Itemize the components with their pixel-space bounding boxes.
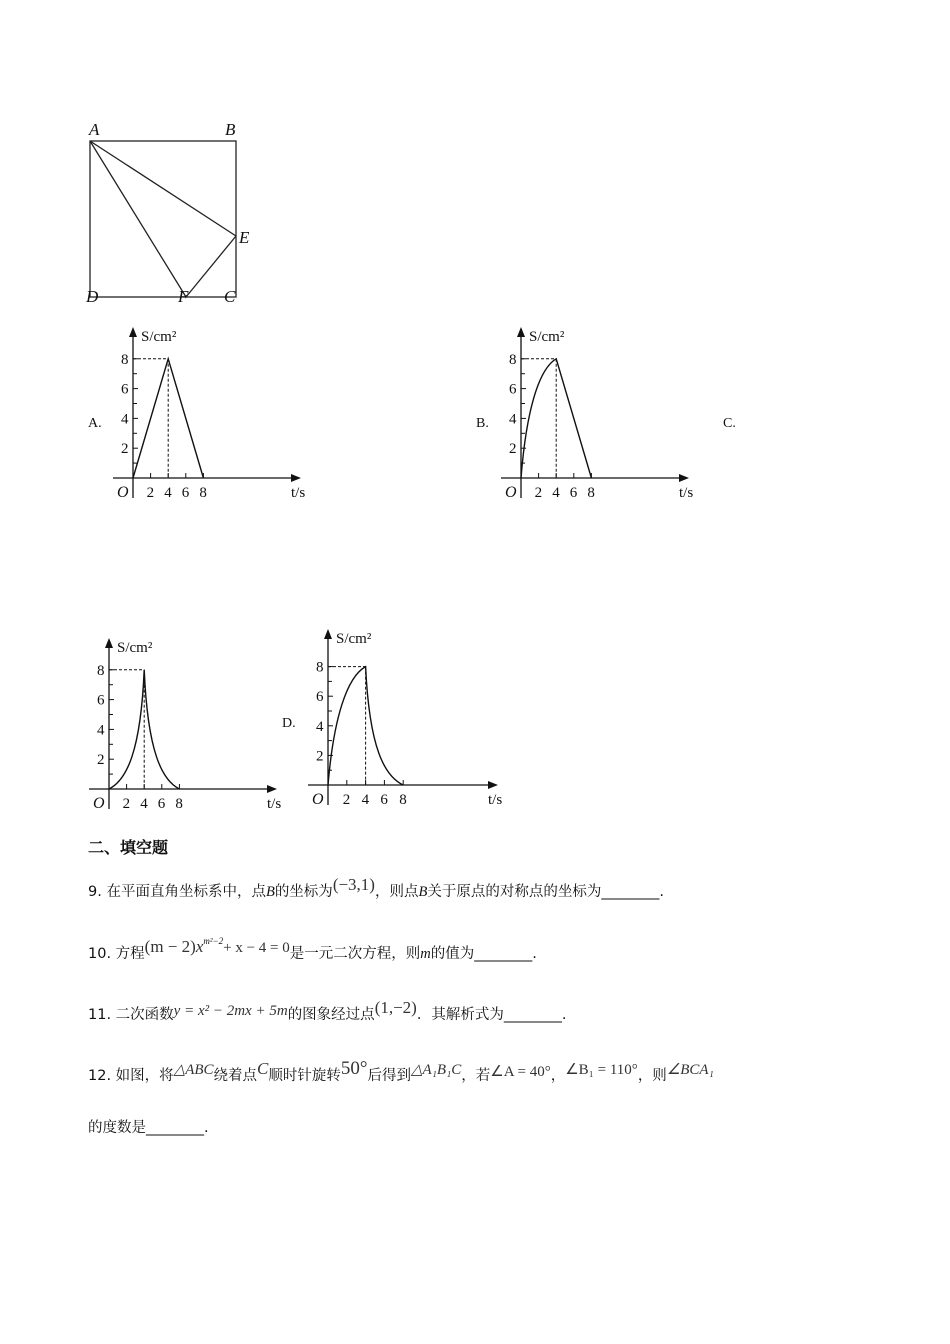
q11-number: 11. [88,1007,112,1023]
q12-text-4: 后得到 [367,1068,411,1084]
x-tick-label: 2 [122,796,131,812]
label-b: B [225,120,236,139]
q9-number: 9. [88,884,102,900]
question-12 [88,1058,714,1086]
q10-rest: + x − 4 = 0 [223,940,290,956]
x-tick-label: 6 [569,485,578,501]
x-axis-arrow [679,474,689,482]
label-a: A [89,120,100,139]
q10-text-3: 的值为________. [430,946,537,962]
y-tick-label: 6 [121,381,129,398]
y-tick-label: 4 [97,722,105,739]
segment-af [90,141,186,297]
q10-factor: (m − 2) [144,937,196,956]
q10-text-1: 方程 [115,946,145,962]
x-tick-label: 4 [552,485,560,501]
q12-text-6: ， [550,1068,566,1084]
q11-text-3: ．其解析式为________. [416,1007,567,1023]
x-tick-label: 8 [175,796,183,812]
q12-number: 12. [88,1068,112,1084]
y-tick-label: 6 [316,689,324,706]
label-f: F [178,287,189,306]
y-tick-label: 4 [121,411,129,428]
x-tick-label: 8 [199,485,207,501]
x-tick-label: 4 [164,485,172,501]
q11-text-2: 的图象经过点 [287,1007,375,1023]
option-c-label: C. [723,416,736,431]
q9-coordinate: (−3,1) [332,875,375,894]
origin-label: O [93,795,105,812]
y-axis-arrow [324,629,332,639]
label-d: D [86,287,99,306]
q11-text-1: 二次函数 [115,1007,174,1023]
x-axis-label: t/s [488,792,503,808]
y-axis-label: S/cm² [117,640,153,656]
q12-text-3: 顺时针旋转 [268,1068,341,1084]
q12-text-2: 绕着点 [213,1068,258,1084]
question-9 [88,875,664,901]
y-axis-arrow [105,638,113,648]
question-10 [88,936,537,963]
x-axis-arrow [267,785,277,793]
y-tick-label: 2 [509,441,517,458]
x-axis-label: t/s [679,485,694,501]
y-tick-label: 2 [316,748,324,765]
option-b-label: B. [476,416,489,431]
x-tick-label: 8 [587,485,595,501]
y-tick-label: 4 [509,411,517,428]
x-tick-label: 4 [140,796,148,812]
question-12-continued [88,1116,209,1137]
x-axis-label: t/s [267,796,282,812]
origin-label: O [117,484,129,501]
q12-angle-bca1: ∠BCA₁ [666,1062,714,1078]
segment-ae [90,141,236,236]
graph-option-c [81,634,286,819]
q9-text-2: 的坐标为 [274,884,333,900]
label-c: C [224,287,236,306]
q12-angle-a: ∠A = 40° [490,1064,551,1080]
q11-function: y = x² − 2mx + 5m [173,1003,288,1019]
q9-text-1: 在平面直角坐标系中，点 [106,884,266,900]
q12-text-7: ，则 [637,1068,667,1084]
y-tick-label: 2 [121,441,129,458]
origin-label: O [312,791,324,808]
x-tick-label: 8 [399,792,407,808]
x-tick-label: 2 [342,792,351,808]
q10-number: 10. [88,946,112,962]
y-axis-arrow [129,327,137,337]
y-tick-label: 8 [316,659,324,676]
y-axis-label: S/cm² [141,329,177,345]
x-axis-label: t/s [291,485,306,501]
x-tick-label: 6 [380,792,388,808]
y-tick-label: 6 [509,381,517,398]
y-tick-label: 8 [97,662,105,679]
x-tick-label: 6 [157,796,166,812]
q12-text-1: 如图，将 [115,1068,174,1084]
graph-option-a [105,323,310,508]
y-axis-label: S/cm² [336,631,372,647]
y-tick-label: 8 [121,351,129,368]
question-11 [88,998,567,1024]
q12-text-5: ，若 [461,1068,491,1084]
origin-label: O [505,484,517,501]
x-axis-arrow [488,781,498,789]
q9-point-b-2: B [418,884,428,900]
y-axis-label: S/cm² [529,329,565,345]
q12-triangle-a1b1c: △A₁B₁C [411,1062,462,1078]
option-a-label: A. [88,416,102,431]
x-tick-label: 2 [146,485,155,501]
label-e: E [239,228,250,247]
q10-exponent: m²−2 [203,936,224,947]
q10-x: x [195,937,204,956]
x-tick-label: 6 [181,485,190,501]
x-tick-label: 4 [361,792,370,808]
x-tick-label: 2 [534,485,543,501]
option-d-label: D. [282,716,296,731]
y-tick-label: 6 [97,692,105,709]
square-abcd [90,141,236,297]
q12-triangle-abc: △ABC [173,1062,214,1078]
y-tick-label: 8 [509,351,517,368]
y-axis-arrow [517,327,525,337]
square-figure [80,115,270,310]
q12-angle-50: 50° [340,1058,368,1079]
graph-option-d [300,625,525,815]
x-axis-arrow [291,474,301,482]
q12-angle-b1: ∠B₁ = 110° [565,1062,638,1078]
y-tick-label: 4 [316,718,324,735]
q12-point-c: C [257,1059,269,1078]
q10-text-2: 是一元二次方程，则 [289,946,421,962]
q9-point-b: B [265,884,275,900]
y-tick-label: 2 [97,752,105,769]
q12-text-8: 的度数是________. [88,1120,209,1136]
q11-point: (1,−2) [374,998,417,1017]
q10-m: m [420,946,431,962]
q9-text-3: ，则点 [374,884,419,900]
section-title: 二、填空题 [88,838,169,857]
q9-text-4: 关于原点的对称点的坐标为________. [427,884,664,900]
graph-option-b [493,323,698,508]
